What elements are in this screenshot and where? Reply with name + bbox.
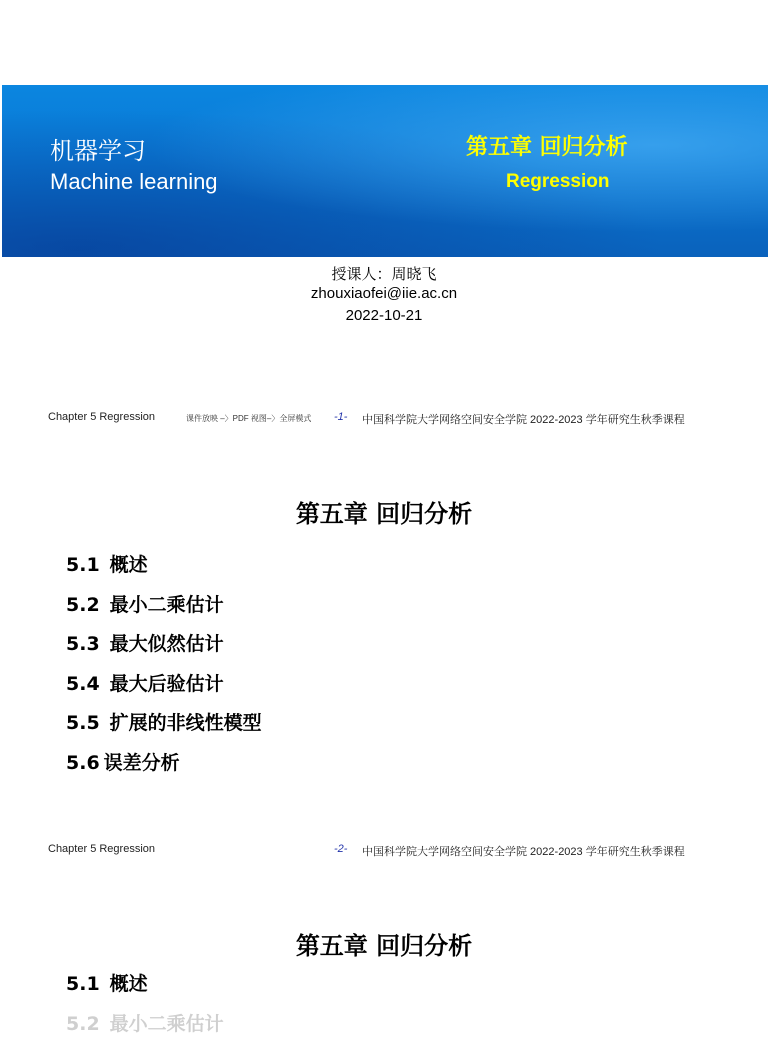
toc-number: 5.2 xyxy=(66,1012,100,1035)
toc-item xyxy=(66,669,262,709)
course-title-en: Machine learning xyxy=(50,169,218,194)
toc-label: 概述 xyxy=(109,973,148,995)
toc-label: 最大似然估计 xyxy=(109,633,224,656)
toc-item xyxy=(66,1009,224,1048)
chapter-title-cn: 第五章 回归分析 xyxy=(466,135,628,160)
slide-title: 第五章 回归分析 xyxy=(295,500,473,528)
lecturer-email: zhouxiaofei@iie.ac.cn xyxy=(310,285,458,302)
toc-item xyxy=(66,748,262,788)
toc-list xyxy=(66,969,224,1048)
toc-number: 5.5 xyxy=(66,712,100,735)
footer-institution: 中国科学院大学网络空间安全学院 2022-2023 学年研究生秋季课程 xyxy=(362,846,685,858)
toc-number: 5.1 xyxy=(66,554,100,576)
toc-label: 概述 xyxy=(109,554,148,576)
toc-number: 5.1 xyxy=(66,973,100,995)
footer-page-number: -1- xyxy=(334,411,348,423)
toc-label: 最小二乘估计 xyxy=(109,593,224,616)
toc-item xyxy=(66,590,262,630)
toc-number: 5.2 xyxy=(66,593,100,616)
course-title-cn: 机器学习 xyxy=(50,137,146,165)
toc-label: 最大后验估计 xyxy=(109,672,224,695)
footer-chapter: Chapter 5 Regression xyxy=(48,843,156,855)
toc-item xyxy=(66,708,262,748)
toc-number: 5.3 xyxy=(66,633,100,656)
slide-footer-1 xyxy=(0,411,768,431)
toc-item xyxy=(66,969,224,1009)
toc-list xyxy=(66,550,262,788)
toc-item xyxy=(66,629,262,669)
toc-label: 最小二乘估计 xyxy=(109,1012,224,1035)
toc-label: 误差分析 xyxy=(103,751,180,774)
toc-item xyxy=(66,550,262,590)
footer-chapter: Chapter 5 Regression xyxy=(48,411,156,423)
title-banner xyxy=(2,85,768,257)
chapter-title-en: Regression xyxy=(506,171,610,192)
lecture-date: 2022-10-21 xyxy=(345,307,423,324)
toc-number: 5.6 xyxy=(66,751,100,774)
footer-page-number: -2- xyxy=(334,843,348,855)
footer-view-hint: 课件放映 –〉PDF 视图–〉全屏模式 xyxy=(186,414,312,423)
toc-number: 5.4 xyxy=(66,672,100,695)
footer-institution: 中国科学院大学网络空间安全学院 2022-2023 学年研究生秋季课程 xyxy=(362,414,685,426)
slide-footer-2 xyxy=(0,843,768,863)
toc-label: 扩展的非线性模型 xyxy=(109,712,262,735)
lecturer-name: 授课人：周晓飞 xyxy=(331,266,437,283)
slide-title: 第五章 回归分析 xyxy=(295,932,473,960)
